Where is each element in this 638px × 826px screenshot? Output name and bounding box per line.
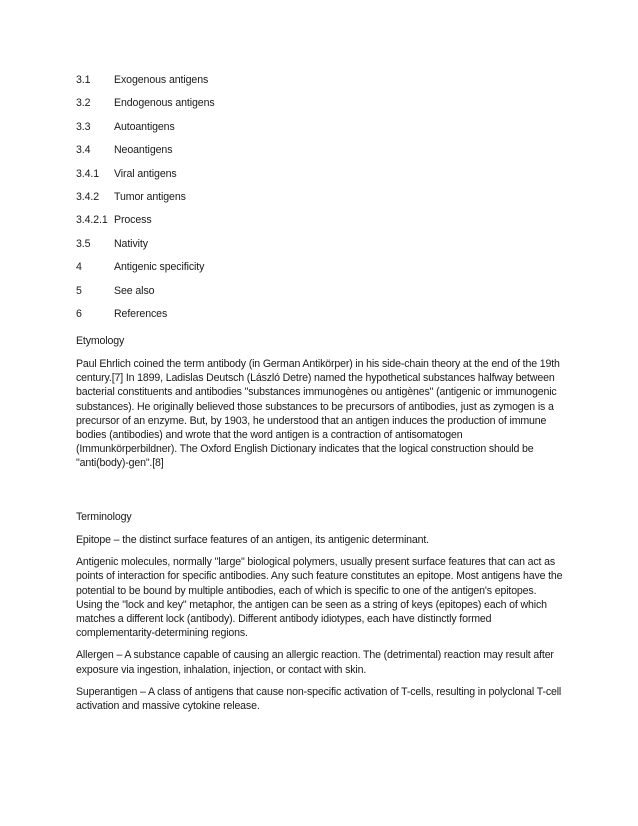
toc-title: Endogenous antigens <box>114 97 215 110</box>
superantigen-paragraph: Superantigen – A class of antigens that cause non-specific activation of T-cells, resulting in polyclonal T-cell activation and massive cytokine release. <box>76 685 562 713</box>
toc-entry <box>76 97 576 120</box>
toc-number: 3.3 <box>76 120 91 133</box>
toc-entry <box>76 144 576 167</box>
terminology-heading: Terminology <box>76 511 132 523</box>
etymology-paragraph: Paul Ehrlich coined the term antibody (in German Antikörper) in his side-chain theory at the end of the 19th century.[7] In 1899, Ladislas Deutsch (László Detre) named the hypothetical substances halfway between bacterial constituents and antibodies "substances immunogènes ou antigènes" (antigenic or immunogenic substances). He originally believed those substances to be precursors of antibodies, just as zymogen is a precursor of an enzyme. But, by 1903, he understood that an antigen induces the production of immune bodies (antibodies) and wrote that the word antigen is a contraction of antisomatogen (Immunkörperbildner). The Oxford English Dictionary indicates that the logical construction should be "anti(body)-gen".[8] <box>76 358 560 470</box>
toc-number: 5 <box>76 284 82 297</box>
etymology-heading: Etymology <box>76 335 125 347</box>
toc-entry <box>76 238 576 261</box>
toc-title: Tumor antigens <box>114 190 186 203</box>
toc-title: Exogenous antigens <box>114 74 209 86</box>
toc-title: See also <box>114 284 155 297</box>
toc-number: 3.4.1 <box>76 167 100 180</box>
toc-title: Autoantigens <box>114 120 175 133</box>
toc-entry <box>76 261 576 284</box>
toc-number: 3.2 <box>76 97 91 110</box>
toc-number: 3.1 <box>76 74 91 86</box>
toc-number: 3.4.2 <box>76 190 100 203</box>
terminology-section <box>76 533 564 713</box>
etymology-section <box>76 357 564 471</box>
toc-entry <box>76 121 576 144</box>
epitope-paragraph: Epitope – the distinct surface features of an antigen, its antigenic determinant. <box>76 534 429 546</box>
toc-title: References <box>114 307 168 320</box>
toc-entry <box>76 214 576 237</box>
toc-number: 6 <box>76 307 82 320</box>
table-of-contents <box>76 74 576 331</box>
allergen-paragraph: Allergen – A substance capable of causing an allergic reaction. The (detrimental) reaction may result after exposure via ingestion, inhalation, injection, or contact with skin. <box>76 649 554 676</box>
toc-title: Neoantigens <box>114 144 173 157</box>
toc-number: 3.5 <box>76 237 91 250</box>
toc-title: Nativity <box>114 237 148 250</box>
toc-entry <box>76 168 576 191</box>
toc-entry <box>76 191 576 214</box>
toc-title: Process <box>114 214 152 227</box>
toc-entry <box>76 74 576 97</box>
toc-entry <box>76 285 576 308</box>
toc-entry <box>76 308 576 331</box>
toc-title: Viral antigens <box>114 167 177 180</box>
toc-number: 3.4.2.1 <box>76 214 108 227</box>
toc-title: Antigenic specificity <box>114 261 205 274</box>
antigenic-molecules-paragraph: Antigenic molecules, normally "large" biological polymers, usually present surface features that can act as points of interaction for specific antibodies. Any such feature constitutes an epitope. Most antigens have the potential to be bound by multiple antibodies, each of which is specific to one of the antigen's epitopes. Using the "lock and key" metaphor, the antigen can be seen as a string of keys (epitopes) each of which matches a different lock (antibody). Different antibody idiotypes, each have distinctly formed complementarity-determining regions. <box>76 556 563 640</box>
toc-number: 4 <box>76 261 82 274</box>
toc-number: 3.4 <box>76 144 91 157</box>
